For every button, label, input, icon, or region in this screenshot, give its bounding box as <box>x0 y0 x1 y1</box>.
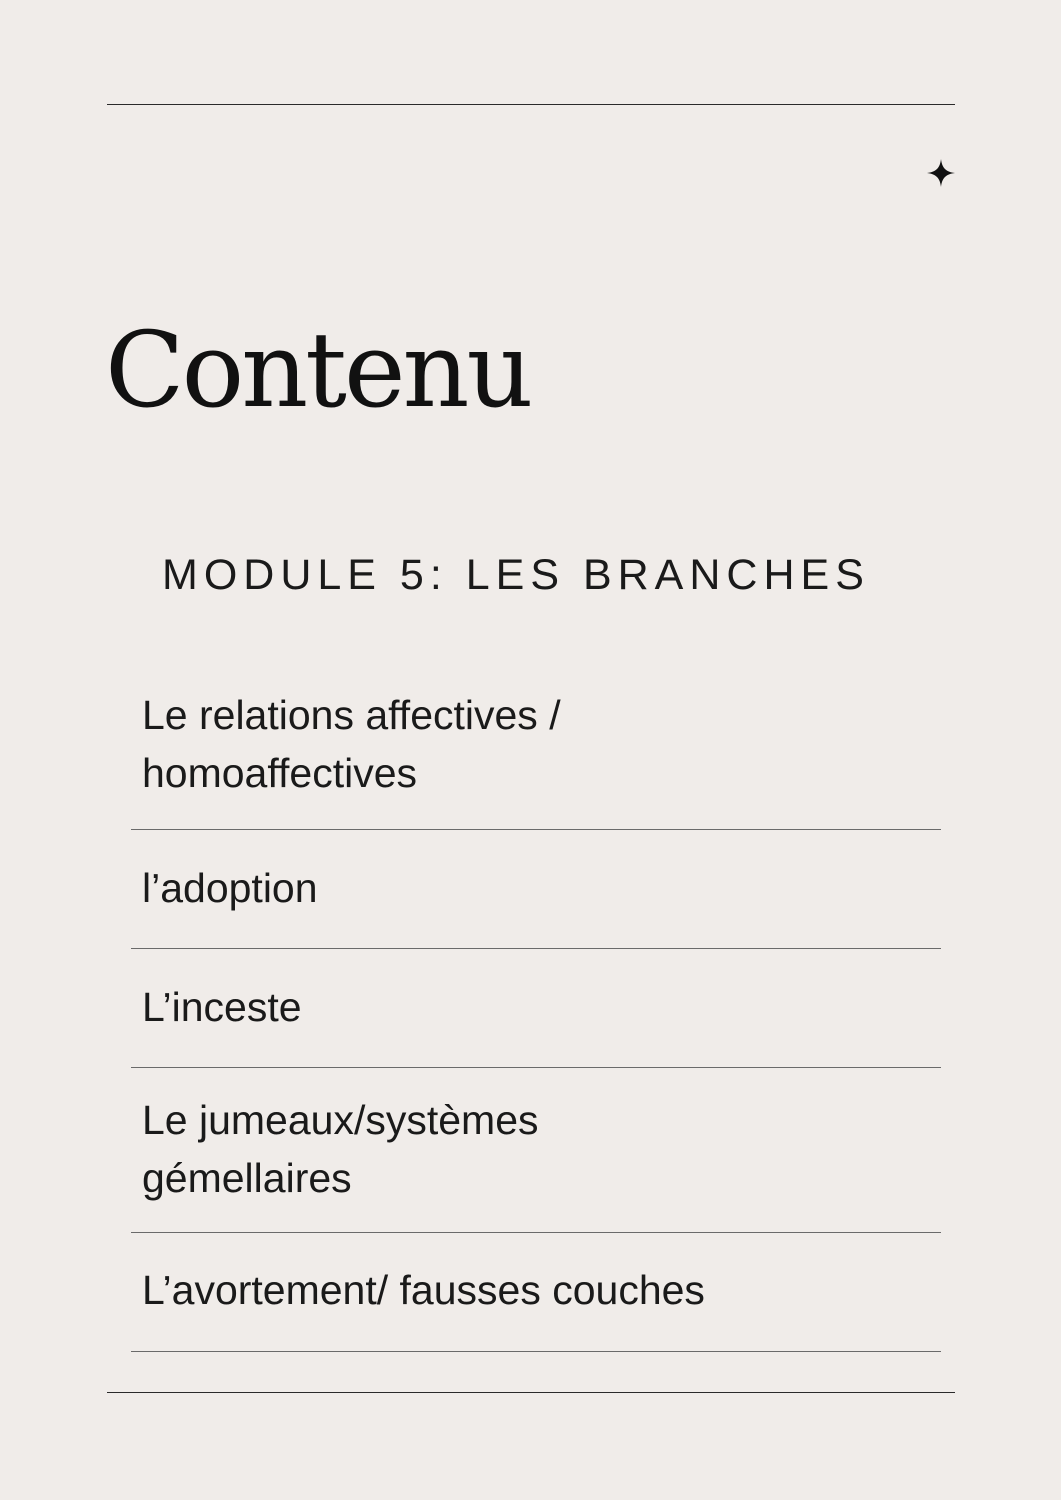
list-item-line: homoaffectives <box>142 750 418 796</box>
top-rule <box>107 104 955 105</box>
item-divider <box>131 829 941 830</box>
list-item-line: gémellaires <box>142 1155 352 1201</box>
list-item <box>131 859 941 917</box>
item-divider <box>131 1067 941 1068</box>
module-heading: MODULE 5: LES BRANCHES <box>162 551 870 599</box>
list-item-line: Le relations affectives / <box>142 692 561 738</box>
list-item <box>131 1261 941 1319</box>
bottom-rule <box>107 1392 955 1393</box>
page-title: Contenu <box>105 309 531 431</box>
item-divider <box>131 1351 941 1352</box>
list-item <box>131 1091 941 1207</box>
list-item-line: L’inceste <box>142 984 302 1030</box>
list-item-line: L’avortement/ fausses couches <box>142 1267 705 1313</box>
list-item-line: l’adoption <box>142 865 318 911</box>
list-item <box>131 686 941 802</box>
item-divider <box>131 1232 941 1233</box>
list-item-line: Le jumeaux/systèmes <box>142 1097 539 1143</box>
sparkle-icon <box>926 158 956 188</box>
item-divider <box>131 948 941 949</box>
list-item <box>131 978 941 1036</box>
